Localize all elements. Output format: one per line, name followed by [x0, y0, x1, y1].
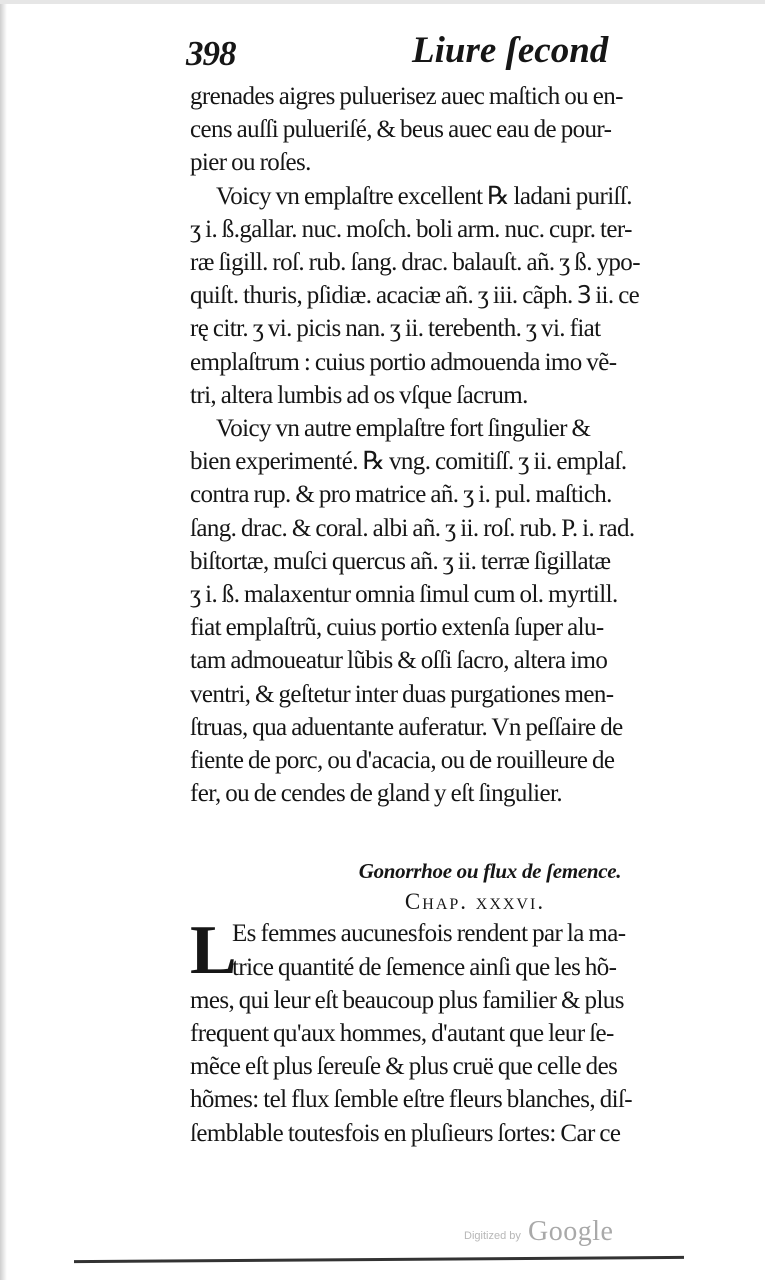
text-line: tri, altera lumbis ad os vſque ſacrum.: [190, 381, 528, 409]
page-text: [190, 80, 720, 1150]
text-line: mes, qui leur eſt beaucoup plus familier & plus: [190, 986, 624, 1014]
text-line: Voicy vn emplaſtre excellent ℞ ladani puriſſ.: [216, 182, 632, 210]
scan-edge-left: [0, 0, 7, 1280]
running-title: Liure ſecond: [412, 30, 609, 71]
text-line: cens auſſi pulueriſé, & beus auec eau de pour-: [190, 116, 612, 144]
page-bottom-edge: [74, 1256, 684, 1263]
scan-edge-top: [0, 0, 765, 4]
text-line: frequent qu'aux hommes, d'autant que leur ſe-: [190, 1020, 614, 1048]
text-line: ventri, & geſtetur inter duas purgationes men-: [190, 680, 614, 708]
page-header: [186, 30, 746, 74]
section-gap: [190, 810, 720, 855]
text-line: contra rup. & pro matrice añ. ʒ i. pul. maſtich.: [190, 481, 612, 509]
text-line: bien experimenté. ℞ vng. comitiſſ. ʒ ii. emplaſ.: [190, 448, 627, 476]
text-line: tam admoueatur lũbis & oſſi ſacro, altera imo: [190, 647, 608, 675]
text-line: fiat emplaſtrũ, cuius portio extenſa ſuper alu-: [190, 614, 604, 642]
drop-cap: L: [190, 912, 237, 990]
text-line: ʒ i. ß. malaxentur omnia ſimul cum ol. myrtill.: [190, 581, 618, 609]
chapter-heading: Chap. xxxvi.: [404, 889, 546, 915]
text-line: grenades aigres puluerisez auec maſtich ou en-: [190, 83, 623, 110]
text-line: ſang. drac. & coral. albi añ. ʒ ii. roſ. rub. P. i. rad.: [190, 514, 635, 542]
text-line: fiente de porc, ou d'acacia, ou de rouilleure de: [190, 747, 615, 775]
chapter-opening: [190, 912, 720, 990]
text-line: fer, ou de cendes de gland y eſt ſingulier.: [190, 780, 563, 808]
section-heading: Gonorrhoe ou flux de ſemence.: [358, 859, 622, 884]
google-logo: Google: [528, 1216, 614, 1247]
text-line: hõmes: tel flux ſemble eſtre fleurs blanches, diſ-: [190, 1086, 633, 1114]
text-line: ʒ i. ß.gallar. nuc. moſch. boli arm. nuc. cupr. ter-: [190, 215, 632, 243]
text-line: pier ou roſes.: [190, 149, 311, 177]
text-line: Es femmes aucunesfois rendent par la ma-: [232, 920, 626, 948]
text-line: emplaſtrum : cuius portio admouenda imo vẽ-: [190, 348, 617, 376]
text-line: ræ ſigill. roſ. rub. ſang. drac. balauſt. añ. ʒ ß. ypo-: [190, 249, 640, 277]
watermark-caption: Digitized by: [464, 1230, 521, 1242]
text-line: ſtruas, qua aduentante auferatur. Vn peſſaire de: [190, 713, 623, 741]
page-number: 398: [186, 34, 236, 73]
text-line: biſtortæ, muſci quercus añ. ʒ ii. terræ ſigillatæ: [190, 547, 611, 575]
text-line: Voicy vn autre emplaſtre fort ſingulier &: [216, 415, 591, 443]
text-line: rę citr. ʒ vi. picis nan. ʒ ii. terebenth. ʒ vi. fiat: [190, 315, 601, 343]
text-line: quiſt. thuris, pſidiæ. acaciæ añ. ʒ iii. cãph. Ꝫ ii. ce: [190, 282, 640, 310]
text-line: trice quantité de ſemence ainſi que les hõ-: [232, 953, 617, 981]
text-line: ſemblable toutesfois en pluſieurs ſortes: Car ce: [190, 1119, 621, 1147]
text-line: mẽce eſt plus ſereuſe & plus cruë que celle des: [190, 1053, 618, 1081]
digitized-watermark: [464, 1216, 634, 1250]
